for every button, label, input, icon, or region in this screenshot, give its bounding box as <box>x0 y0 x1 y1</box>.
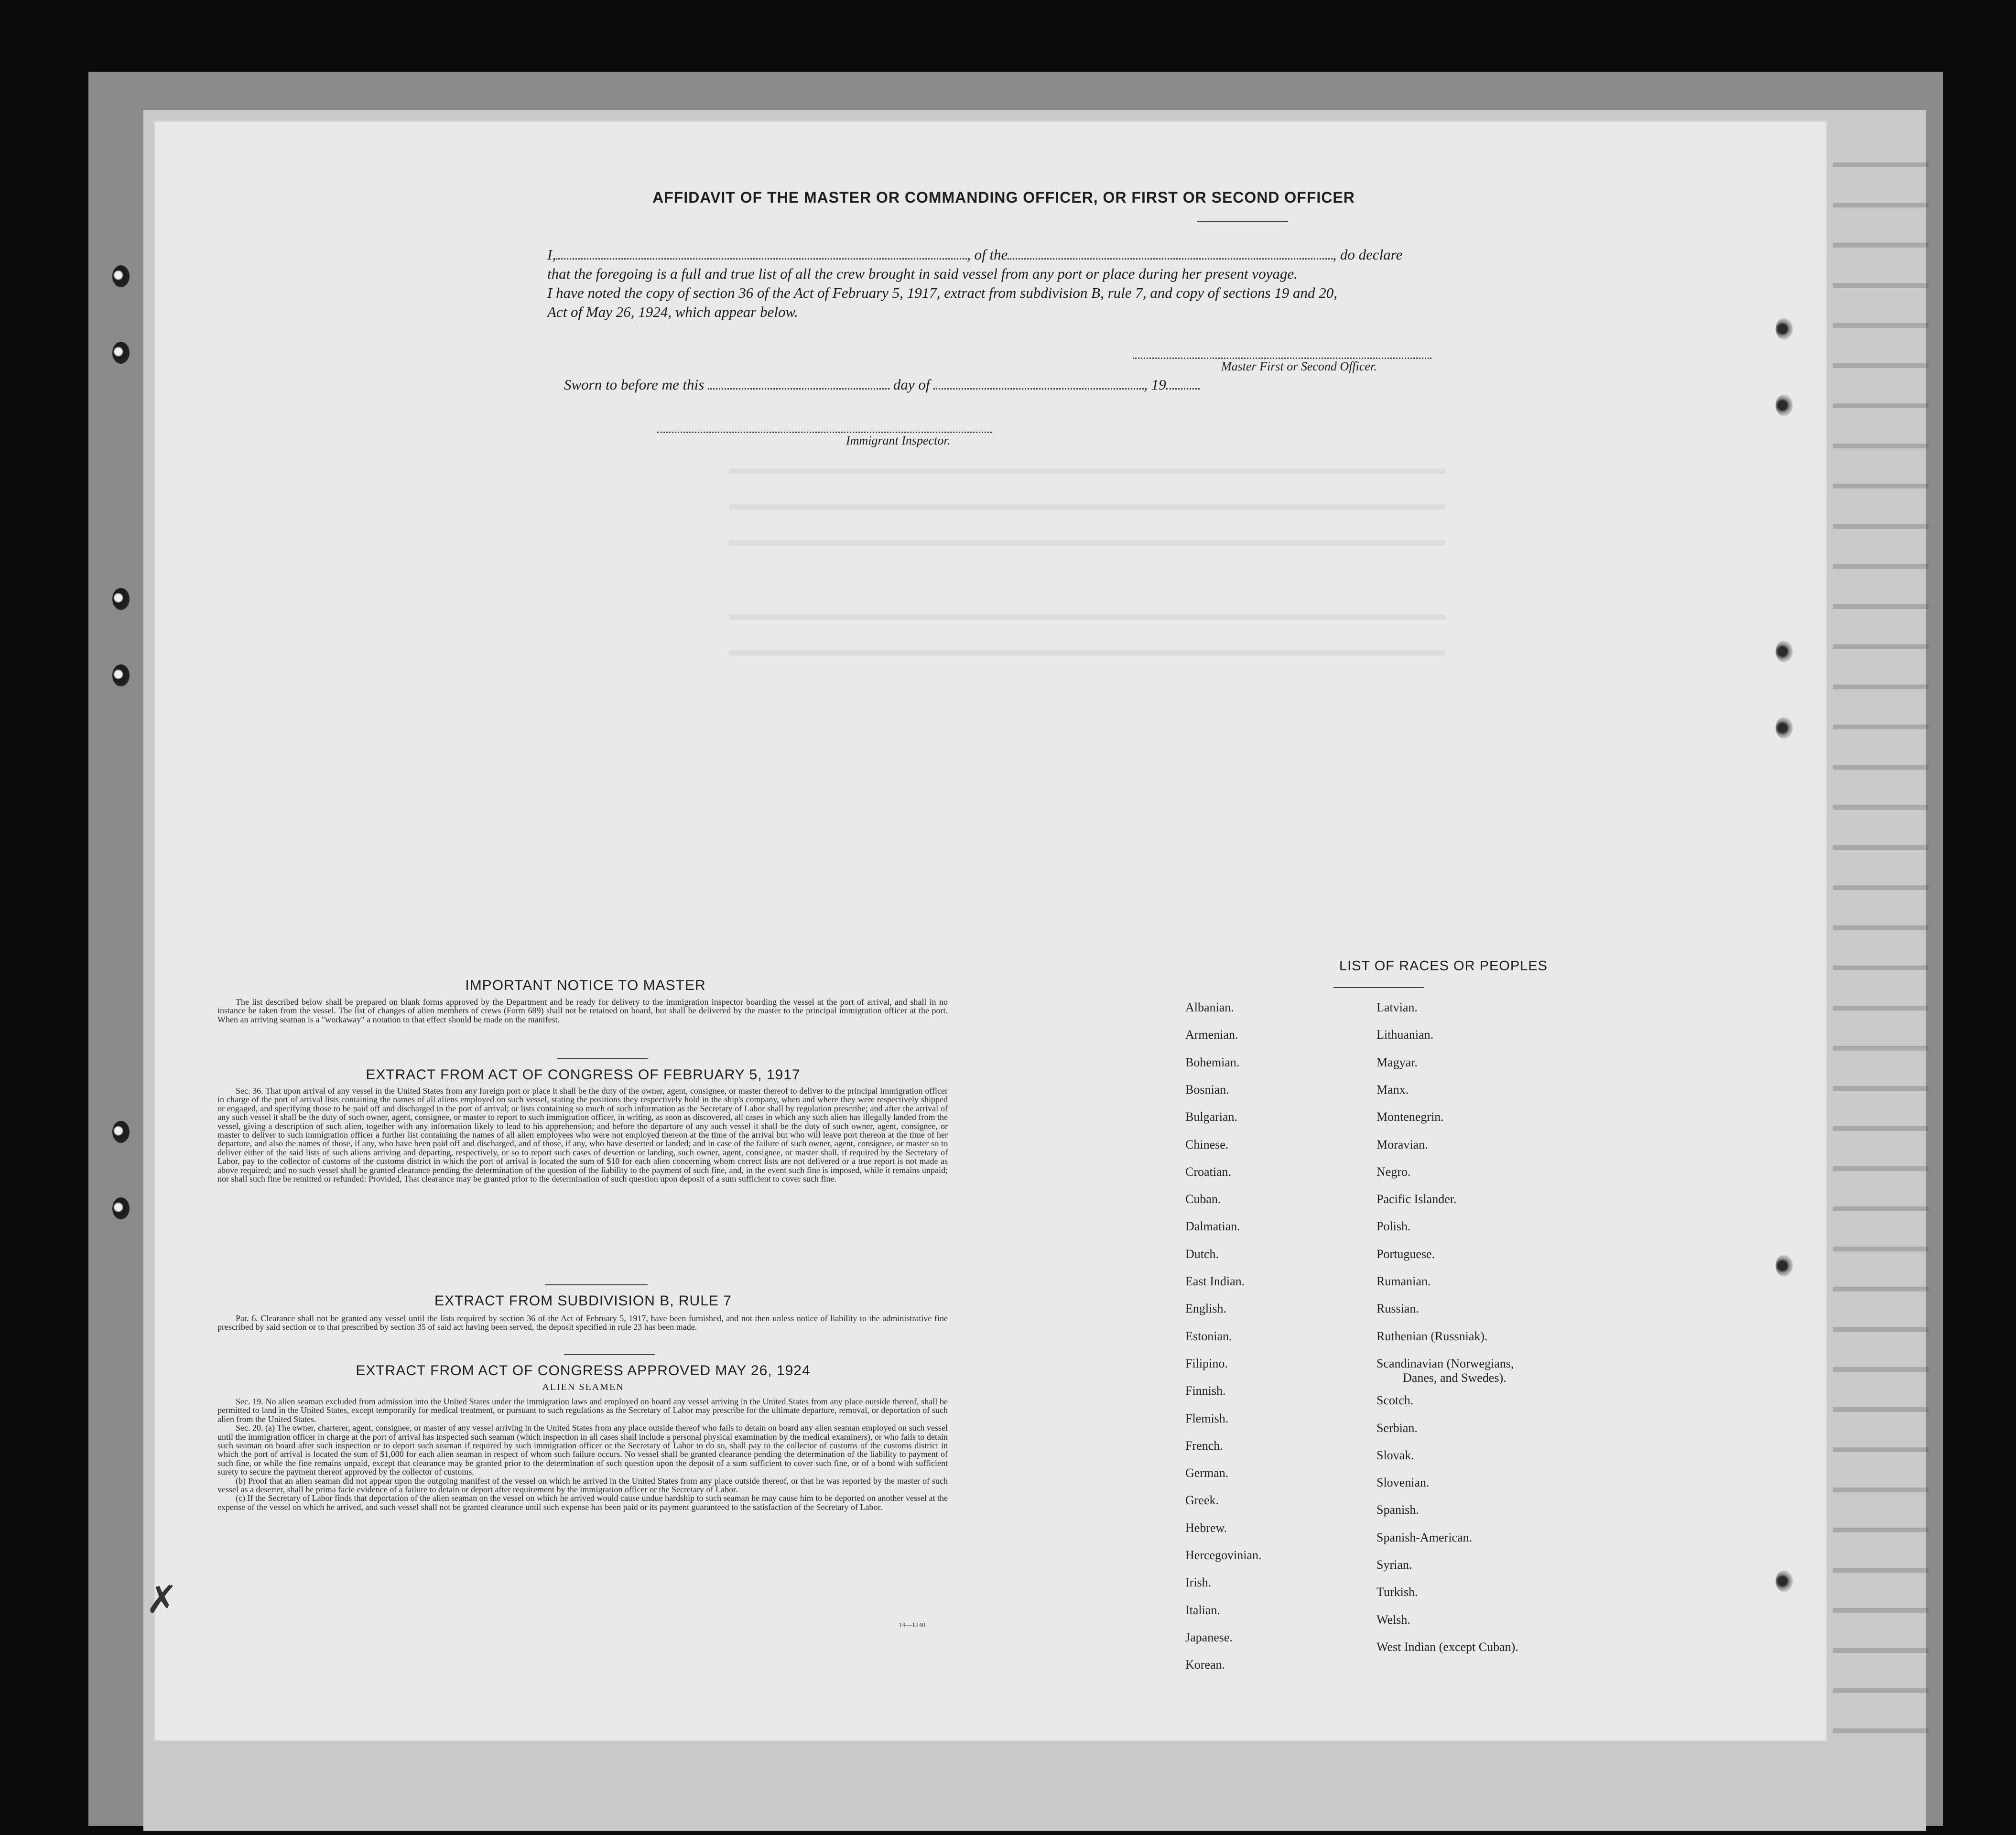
affidavit-line-4: Act of May 26, 1924, which appear below. <box>547 304 798 320</box>
race-item: Magyar. <box>1377 1055 1418 1069</box>
show-through-line <box>1833 885 1929 890</box>
show-through-line <box>1833 1447 1929 1452</box>
race-item: Slovak. <box>1377 1448 1414 1462</box>
affidavit-i: I, <box>547 246 556 263</box>
race-item: Dutch. <box>1185 1247 1219 1261</box>
show-through-line <box>1833 323 1929 328</box>
show-through-line <box>1833 765 1929 770</box>
race-item: Moravian. <box>1377 1137 1428 1151</box>
section-rule <box>557 1058 648 1059</box>
extract-1917-title: EXTRACT FROM ACT OF CONGRESS OF FEBRUARY 5, 1917 <box>366 1067 801 1083</box>
master-caption: Master First or Second Officer. <box>1221 359 1377 373</box>
race-item: Dalmatian. <box>1185 1219 1240 1234</box>
race-item: Finnish. <box>1185 1384 1226 1398</box>
show-through-line <box>1833 484 1929 489</box>
show-through-line <box>1833 363 1929 368</box>
vessel-blank[interactable] <box>1008 248 1333 260</box>
show-through-row <box>729 650 1446 656</box>
affidavit-title: AFFIDAVIT OF THE MASTER OR COMMANDING OFFICER, OR FIRST OR SECOND OFFICER <box>652 189 1355 206</box>
show-through-line <box>1833 283 1929 288</box>
show-through-line <box>1833 1126 1929 1131</box>
show-through-row <box>729 614 1446 620</box>
show-through-line <box>1833 1206 1929 1211</box>
race-item: Syrian. <box>1377 1558 1412 1572</box>
race-item: Albanian. <box>1185 1000 1234 1014</box>
show-through-line <box>1833 1568 1929 1573</box>
show-through-line <box>1833 163 1929 167</box>
punch-hole <box>1776 1255 1793 1277</box>
race-item: Bosnian. <box>1185 1082 1229 1097</box>
extract-1917-text <box>217 1086 948 1183</box>
punch-hole <box>112 265 130 287</box>
race-item: Turkish. <box>1377 1585 1418 1599</box>
document-page <box>146 122 1826 1740</box>
sec-19-paragraph: Sec. 19. No alien seaman excluded from admission into the United States under the immigration laws and employed on board any vessel arriving in the United States from any place outside thereof, shall be permitted to land in the United States, except temporarily for medical treatment, or pursuant to such regulations as the Secretary of Labor may prescribe for the ultimate departure, removal, or deportation of such alien from the United States. <box>217 1397 948 1424</box>
show-through-line <box>1833 1287 1929 1292</box>
sworn-line <box>564 375 1200 394</box>
punch-hole <box>1776 717 1793 739</box>
punch-hole <box>112 588 130 610</box>
race-item: Filipino. <box>1185 1356 1228 1370</box>
race-item: Pacific Islander. <box>1377 1192 1457 1206</box>
par-6-paragraph: Par. 6. Clearance shall not be granted any vessel until the lists required by section 36 of the Act of February 5, 1917, have been furnished, and not then unless notice of liability to the administrative fine prescribed by said section or to that prescribed by section 35 of said act having been served, the deposit specified in rule 23 has been made. <box>217 1314 948 1332</box>
show-through-line <box>1833 1648 1929 1653</box>
affidavit-of-the: , of the <box>967 246 1008 263</box>
race-item: Cuban. <box>1185 1192 1221 1206</box>
race-item: Manx. <box>1377 1082 1409 1097</box>
show-through-row <box>729 504 1446 510</box>
punch-hole <box>1776 394 1793 416</box>
show-through-line <box>1833 966 1929 970</box>
punch-hole <box>112 342 130 364</box>
race-item: Spanish. <box>1377 1503 1419 1517</box>
show-through-line <box>1833 1488 1929 1492</box>
race-item: Negro. <box>1377 1164 1411 1179</box>
show-through-line <box>1833 1528 1929 1532</box>
sworn-month-blank[interactable] <box>933 378 1144 390</box>
race-item: Lithuanian. <box>1377 1028 1434 1042</box>
show-through-line <box>1833 1327 1929 1332</box>
extract-1924-title: EXTRACT FROM ACT OF CONGRESS APPROVED MAY 26, 1924 <box>356 1363 811 1379</box>
sworn-year-prefix: , 19 <box>1144 376 1166 393</box>
show-through-line <box>1833 1608 1929 1613</box>
show-through-line <box>1833 684 1929 689</box>
race-item: Russian. <box>1377 1302 1419 1316</box>
form-number: 14—1240 <box>899 1622 925 1629</box>
races-title: LIST OF RACES OR PEOPLES <box>1339 958 1548 974</box>
races-rule <box>1333 987 1424 988</box>
name-blank[interactable] <box>556 248 967 260</box>
show-through-line <box>1833 1166 1929 1171</box>
race-item: Serbian. <box>1377 1421 1418 1435</box>
race-item: Hebrew. <box>1185 1520 1227 1535</box>
race-item: Japanese. <box>1185 1630 1233 1644</box>
sec-20c-paragraph: (c) If the Secretary of Labor finds that deportation of the alien seaman on the vessel on which he arrived would cause undue hardship to such seaman he may cause him to be deported on another vessel at the expense of the vessel on which he arrived, and such vessel shall not be granted clearance until such expense has been paid or its payment guaranteed to the satisfaction of the Secretary of Labor. <box>217 1493 948 1512</box>
section-rule <box>564 1354 655 1355</box>
show-through-line <box>1833 1247 1929 1251</box>
sworn-day-blank[interactable] <box>708 378 889 390</box>
show-through-row <box>729 468 1446 474</box>
extract-1924-text <box>217 1397 948 1511</box>
race-item: West Indian (except Cuban). <box>1377 1640 1518 1654</box>
race-item: French. <box>1185 1438 1223 1453</box>
section-rule <box>545 1284 648 1285</box>
punch-hole <box>1776 641 1793 662</box>
affidavit-line-3: I have noted the copy of section 36 of the Act of February 5, 1917, extract from subdivision B, rule 7, and copy of sections 19 and 20, <box>547 284 1338 301</box>
race-item: German. <box>1185 1466 1229 1480</box>
race-item: Welsh. <box>1377 1612 1410 1627</box>
punch-hole <box>112 1197 130 1219</box>
race-item: Bulgarian. <box>1185 1110 1238 1124</box>
race-item: Flemish. <box>1185 1411 1229 1425</box>
show-through-line <box>1833 604 1929 609</box>
race-item: Irish. <box>1185 1575 1212 1590</box>
show-through-line <box>1833 564 1929 569</box>
show-through-line <box>1833 444 1929 448</box>
show-through-line <box>1833 1367 1929 1372</box>
punch-hole <box>1776 318 1793 340</box>
show-through-line <box>1833 1006 1929 1010</box>
punch-hole <box>112 1121 130 1143</box>
show-through-line <box>1833 1046 1929 1051</box>
show-through-row <box>729 540 1446 546</box>
punch-hole <box>1776 1570 1793 1592</box>
show-through-line <box>1833 725 1929 729</box>
affidavit-declaration-line <box>547 245 1402 264</box>
show-through-line <box>1833 1086 1929 1091</box>
notice-text <box>217 998 948 1024</box>
race-item: English. <box>1185 1302 1226 1316</box>
race-item: Korean. <box>1185 1658 1225 1672</box>
race-item: Scotch. <box>1377 1393 1414 1408</box>
extract-rule7-text <box>217 1314 948 1332</box>
show-through-line <box>1833 1688 1929 1693</box>
race-item: Italian. <box>1185 1603 1220 1617</box>
show-through-line <box>1833 845 1929 850</box>
race-item: Estonian. <box>1185 1329 1232 1343</box>
show-through-line <box>1833 243 1929 248</box>
handwritten-mark: ✗ <box>146 1577 178 1622</box>
race-item: Bohemian. <box>1185 1055 1240 1069</box>
show-through-line <box>1833 805 1929 810</box>
sworn-day-of: day of <box>893 376 930 393</box>
punch-hole <box>112 664 130 686</box>
race-item: Danes, and Swedes). <box>1403 1370 1507 1385</box>
race-item: Spanish-American. <box>1377 1530 1473 1544</box>
race-item: Croatian. <box>1185 1164 1232 1179</box>
master-signature-line[interactable] <box>1133 358 1431 359</box>
inspector-caption: Immigrant Inspector. <box>846 434 951 447</box>
show-through-line <box>1833 1407 1929 1412</box>
show-through-lines <box>1833 163 1929 1778</box>
race-item: Latvian. <box>1377 1000 1418 1014</box>
inspector-signature-line[interactable] <box>657 432 992 433</box>
sec-20b-paragraph: (b) Proof that an alien seaman did not appear upon the outgoing manifest of the vessel on which he arrived in the United States from any place outside thereof, or that he was reported by the master of such vessel as a deserter, shall be prima facie evidence of a failure to detain or deport after requirement by the immigration officer or the Secretary of Labor. <box>217 1476 948 1495</box>
race-item: Slovenian. <box>1377 1476 1430 1490</box>
race-item: Chinese. <box>1185 1137 1229 1151</box>
sworn-year-blank[interactable] <box>1166 378 1200 390</box>
sec-36-paragraph: Sec. 36. That upon arrival of any vessel in the United States from any foreign port or place it shall be the duty of the owner, agent, consignee, or master thereof to deliver to the principal immigration officer in charge of the port of arrival lists containing the names of all aliens employed on such vessel, stating the positions they respectively hold in the ship's company, when and where they were respectively shipped or engaged, and specifying those to be paid off and discharged in the port of arrival; or lists containing so much of such information as the Secretary of Labor shall by regulation prescribe; and after the arrival of any such vessel it shall be the duty of such owner, agent, consignee, or master to report to such immigration officer, in writing, as soon as discovered, all cases in which any such alien has illegally landed from the vessel, giving a description of such alien, together with any information likely to lead to his apprehension; and before the departure of any such vessel it shall be the duty of such owner, agent, consignee, or master to deliver to such immigration officer a further list containing the names of all alien employees who were not employed thereon at the time of the arrival but who will leave port thereon at the time of her departure, and also the names of those, if any, who have been paid off and discharged, and of those, if any, who have deserted or landed; and in case of the failure of such owner, agent, consignee, or master so to deliver either of the said lists of such aliens arriving and departing, respectively, or so to report such cases of desertion or landing, such owner, agent, consignee, or master shall, if required by the Secretary of Labor, pay to the collector of customs of the customs district in which the port of arrival is located the sum of $10 for each alien concerning whom correct lists are not delivered or a true report is not made as above required; and no such vessel shall be granted clearance pending the determination of the question of the liability to the payment of such fine, and, in the event such fine is imposed, while it remains unpaid; nor shall such fine be remitted or refunded: Provided, That clearance may be granted prior to the determination of such question upon deposit of a sum sufficient to cover such fine. <box>217 1086 948 1184</box>
show-through-line <box>1833 644 1929 649</box>
affidavit-line-2: that the foregoing is a full and true list of all the crew brought in said vessel from any port or place during her present voyage. <box>547 265 1298 282</box>
alien-seamen-subtitle: ALIEN SEAMEN <box>542 1382 624 1392</box>
race-item: Scandinavian (Norwegians, <box>1377 1356 1514 1370</box>
race-item: Portuguese. <box>1377 1247 1435 1261</box>
sworn-text: Sworn to before me this <box>564 376 705 393</box>
notice-title: IMPORTANT NOTICE TO MASTER <box>465 977 706 993</box>
race-item: Polish. <box>1377 1219 1411 1234</box>
race-item: Armenian. <box>1185 1028 1238 1042</box>
race-item: Greek. <box>1185 1493 1219 1508</box>
notice-paragraph: The list described below shall be prepared on blank forms approved by the Department and be ready for delivery to the immigration inspector boarding the vessel at the port of arrival, and shall in no instance be taken from the vessel. The list of changes of alien members of crews (Form 689) shall not be retained on board, but shall be delivered by the master to the principal immigration officer at the port. When an arriving seaman is a "workaway" a notation to that effect should be made on the manifest. <box>217 997 948 1024</box>
race-item: Hercegovinian. <box>1185 1548 1262 1562</box>
show-through-line <box>1833 1728 1929 1733</box>
extract-rule7-title: EXTRACT FROM SUBDIVISION B, RULE 7 <box>434 1293 732 1309</box>
race-item: Montenegrin. <box>1377 1110 1444 1124</box>
affidavit-do-declare: , do declare <box>1333 246 1403 263</box>
race-item: Rumanian. <box>1377 1274 1431 1288</box>
race-item: Ruthenian (Russniak). <box>1377 1329 1488 1343</box>
sec-20a-paragraph: Sec. 20. (a) The owner, charterer, agent, consignee, or master of any vessel arriving in the United States from any place outside thereof who fails to detain on board any alien seaman employed on such vessel until the immigration officer in charge at the port of arrival has inspected such seaman (which inspection in all cases shall include a personal physical examination by the medical examiners), or who fails to detain such seaman on board after such inspection or to deport such seaman if required by such immigration officer or the Secretary of Labor to do so, shall pay to the collector of customs of the customs district in which the port of arrival is located the sum of $1,000 for each alien seaman in respect of whom such failure occurs. No vessel shall be granted clearance pending the determination of the liability to payment of such fine, or while the fine remains unpaid, except that clearance may be granted prior to the determination of such question upon the deposit of a sum sufficient to cover such fine, or of a bond with sufficient surety to secure the payment thereof approved by the collector of customs. <box>217 1423 948 1477</box>
show-through-line <box>1833 524 1929 529</box>
race-item: East Indian. <box>1185 1274 1245 1288</box>
show-through-line <box>1833 203 1929 207</box>
show-through-line <box>1833 925 1929 930</box>
title-rule <box>1197 221 1288 222</box>
show-through-line <box>1833 403 1929 408</box>
